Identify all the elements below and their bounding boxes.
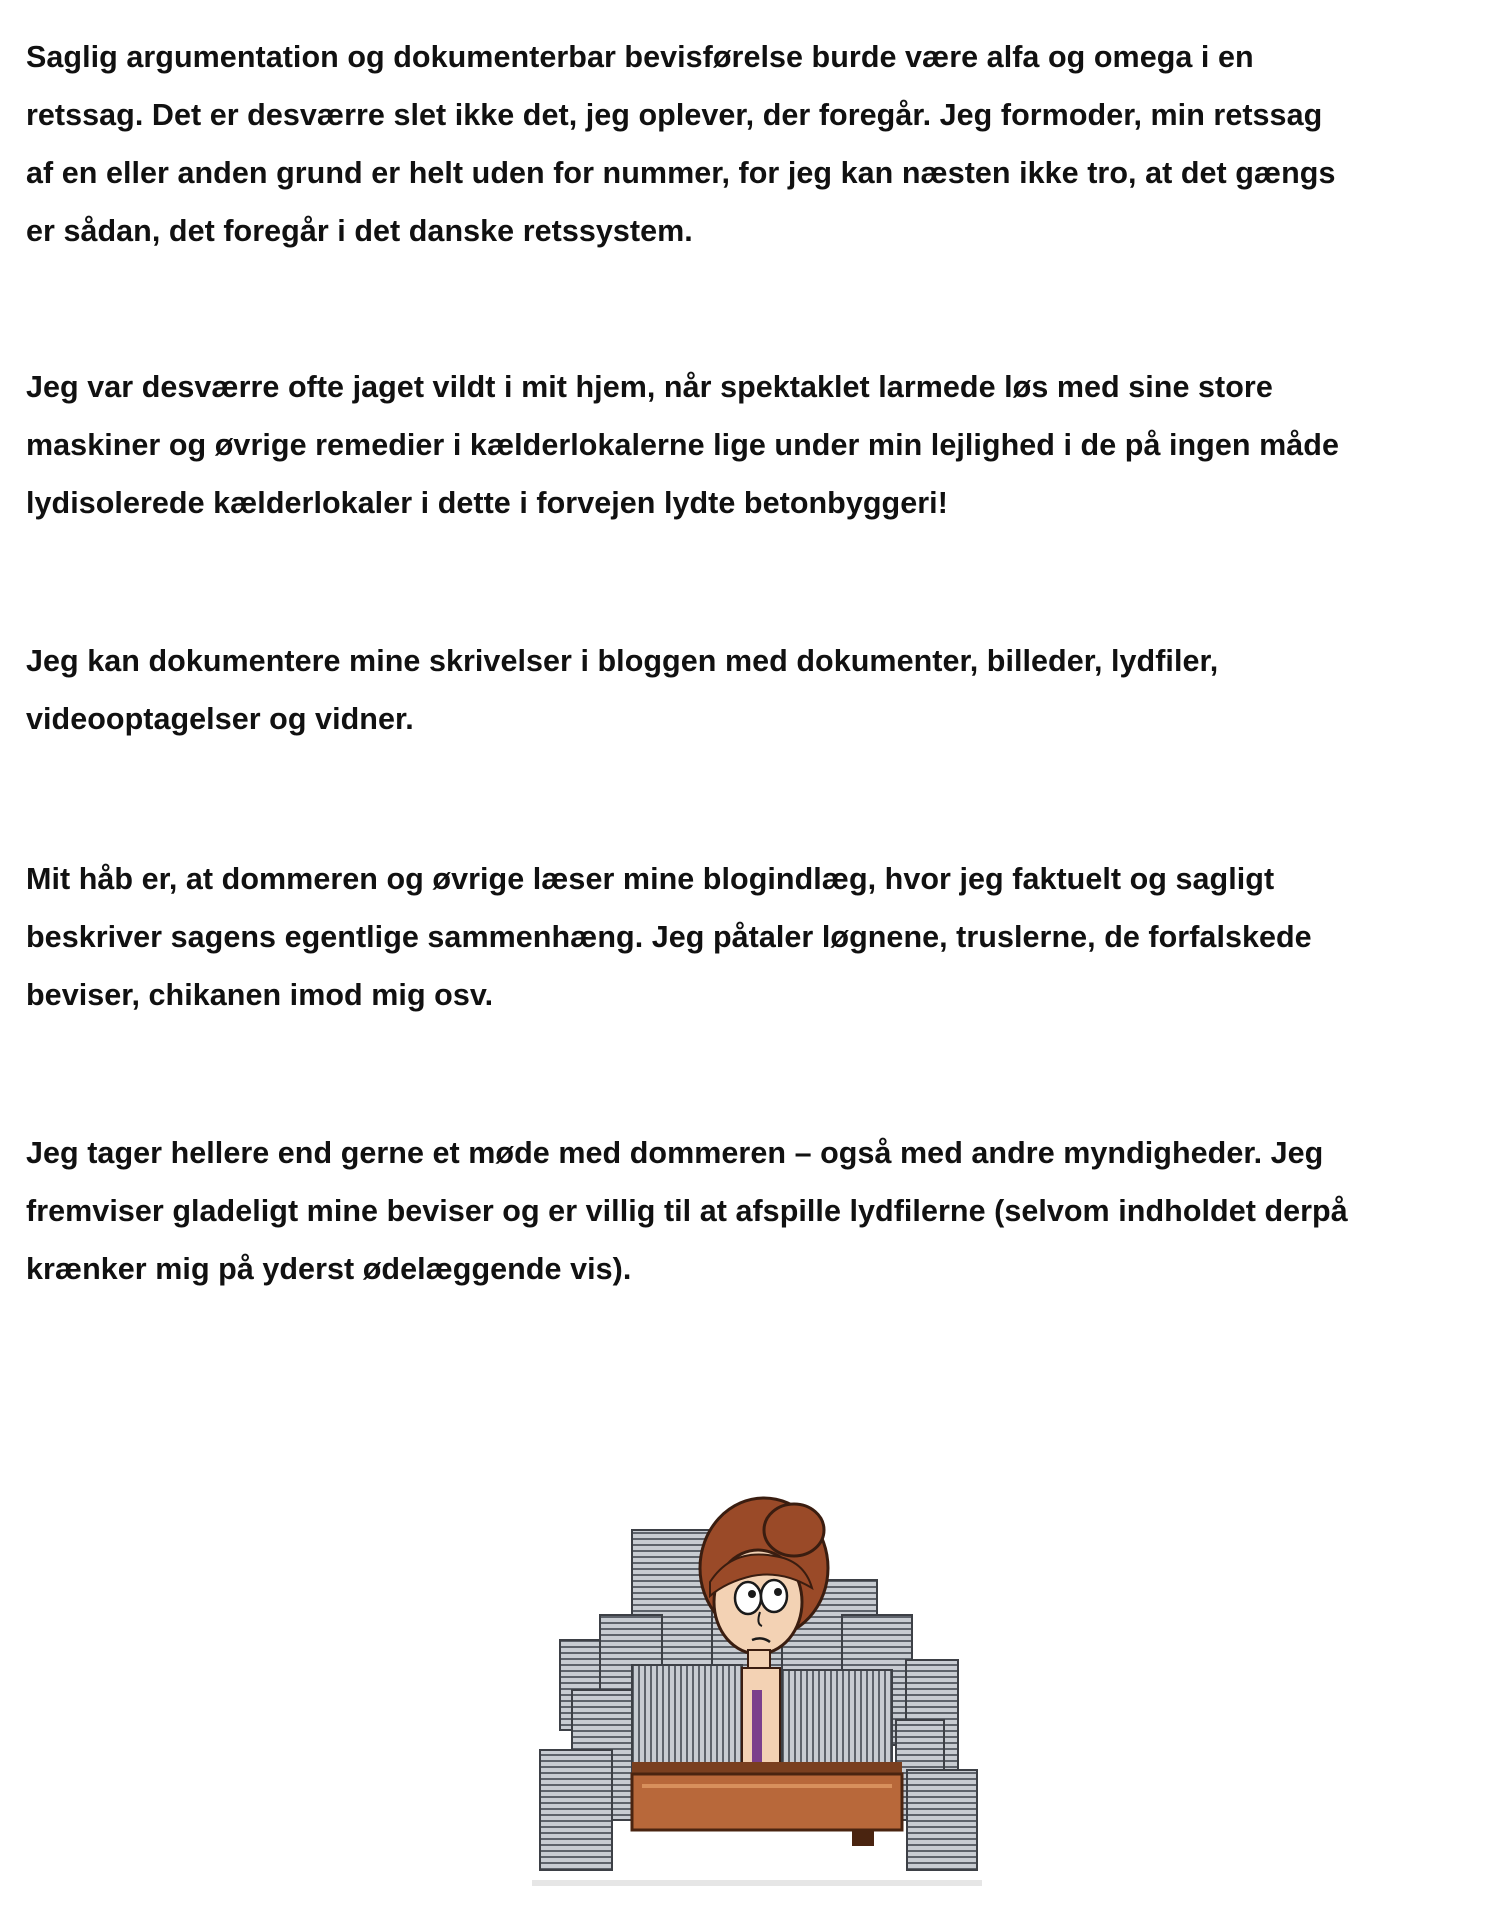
paragraph-1: Saglig argumentation og dokumenterbar bevisførelse burde være alfa og omega i en retssag. Det er desværre slet ikke det, jeg oplever, der foregår. Jeg formoder, min retssag af en eller anden grund er helt uden for nummer, for jeg kan næsten ikke tro, at det gængs er sådan, det foregår i det danske retssystem. [26,40,1336,248]
paragraph-3: Jeg kan dokumentere mine skrivelser i bloggen med dokumenter, billeder, lydfiler, videooptagelser og vidner. [26,644,1219,736]
cartoon-woman-behind-paper-stacks-icon [512,1490,1002,1900]
paragraph-4: Mit håb er, at dommeren og øvrige læser mine blogindlæg, hvor jeg faktuelt og sagligt beskriver sagens egentlige sammenhæng. Jeg påtaler løgnene, truslerne, de forfalskede beviser, chikanen imod mig osv. [26,862,1312,1012]
paragraph-2: Jeg var desværre ofte jaget vildt i mit hjem, når spektaklet larmede løs med sine store maskiner og øvrige remedier i kælderlokalerne lige under min lejlighed i de på ingen måde lydisolerede kælderlokaler i dette i forvejen lydte betonbyggeri! [26,370,1339,520]
paragraph-5: Jeg tager hellere end gerne et møde med dommeren – også med andre myndigheder. Jeg fremviser gladeligt mine beviser og er villig til at afspille lydfilerne (selvom indholdet derpå krænker mig på yderst ødelæggende vis). [26,1136,1348,1286]
